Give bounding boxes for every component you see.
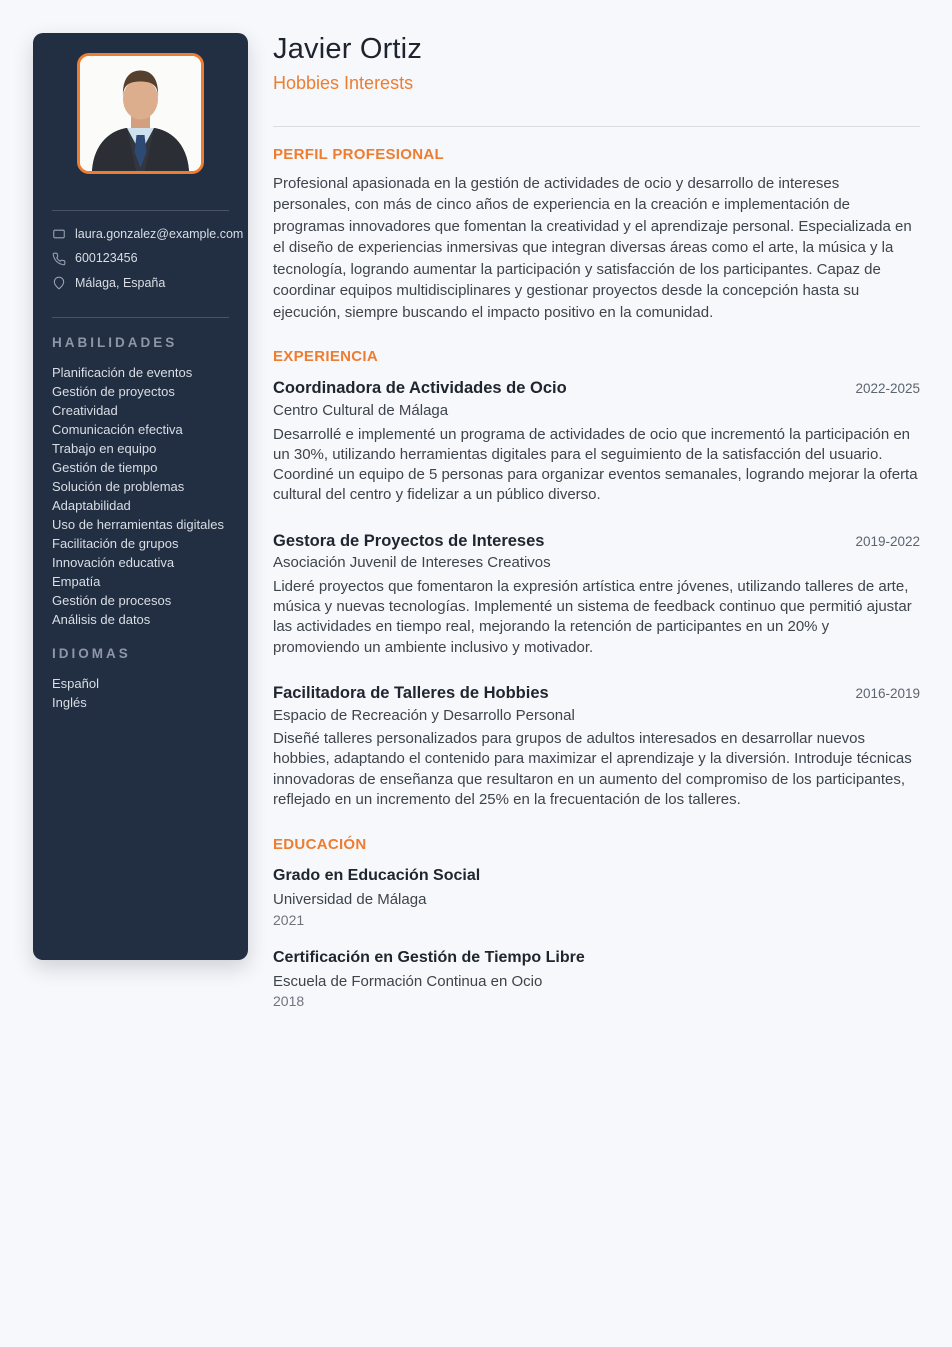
contact-email-row [52, 226, 244, 241]
contact-location-value: Málaga, España [75, 275, 166, 290]
job-description: Diseñé talleres personalizados para grupos de adultos interesados en desarrollar nuevos hobbies, adaptando el contenido para maximizar el aprendizaje y la diversión. Introduje técnicas innovadoras de enseñanza que resultaron en un aumento del compromiso de los participantes, reflejado en un incremento del 25% en la frecuentación de los talleres. [273, 730, 912, 809]
location-icon [52, 276, 66, 290]
skill-item: Solución de problemas [52, 479, 185, 494]
section-profile [273, 146, 920, 324]
section-education [273, 836, 920, 1010]
job-company: Centro Cultural de Málaga [273, 402, 449, 420]
skill-item: Planificación de eventos [52, 365, 193, 380]
language-item: Inglés [52, 695, 87, 710]
job-entry [273, 531, 920, 658]
job-dates: 2016-2019 [855, 686, 920, 702]
job-title: Gestora de Proyectos de Intereses [273, 531, 545, 550]
section-experience [273, 348, 920, 810]
job-dates: 2022-2025 [855, 381, 920, 397]
education-list [273, 866, 920, 1010]
skill-item: Uso de herramientas digitales [52, 517, 224, 532]
phone-icon [52, 252, 66, 266]
contact-location-row [52, 276, 229, 290]
job-dates: 2019-2022 [855, 533, 920, 549]
portrait-illustration [80, 56, 201, 171]
sidebar [33, 33, 248, 960]
education-degree: Grado en Educación Social [273, 867, 481, 885]
education-school: Universidad de Málaga [273, 891, 427, 909]
job-description: Desarrollé e implementé un programa de actividades de ocio que incrementó la participación en un 30%, utilizando herramientas digitales para el seguimiento de la satisfacción del usuario. Coordiné un equipo de 5 personas para organizar eventos semanales, logrando mejorar la oferta cultural del centro y fidelizar a un público diverso. [273, 425, 918, 504]
email-icon [52, 227, 66, 241]
languages-list [52, 674, 229, 712]
skill-item: Análisis de datos [52, 612, 151, 627]
job-entry [273, 683, 920, 810]
job-description: Lideré proyectos que fomentaron la expresión artística entre jóvenes, utilizando talleres de arte, música y nuevas tecnologías. Implementé un sistema de feedback continuo que permitió ajustar las actividades en tiempo real, mejorando la retención de participantes en un 20% y promoviendo un ambiente inclusivo y motivador. [273, 577, 912, 656]
jobs-list [273, 378, 920, 810]
skill-item: Gestión de tiempo [52, 460, 158, 475]
job-header [273, 378, 920, 399]
sidebar-divider-top [52, 210, 229, 211]
skills-list [52, 363, 229, 629]
skill-item: Facilitación de grupos [52, 536, 179, 551]
education-entry [273, 866, 920, 928]
language-item: Español [52, 676, 99, 691]
job-company: Asociación Juvenil de Intereses Creativos [273, 554, 551, 572]
job-title: Facilitadora de Talleres de Hobbies [273, 684, 549, 703]
contact-phone-value: 600123456 [75, 251, 138, 265]
education-year: 2021 [273, 911, 305, 928]
skill-item: Gestión de procesos [52, 593, 172, 608]
person-subtitle: Hobbies Interests [273, 73, 414, 94]
header-divider [273, 126, 920, 127]
education-section-title: EDUCACIÓN [273, 836, 367, 854]
main-content [273, 33, 920, 1010]
profile-section-title: PERFIL PROFESIONAL [273, 145, 444, 163]
skill-item: Trabajo en equipo [52, 441, 157, 456]
contact-list [52, 226, 244, 290]
job-company: Espacio de Recreación y Desarrollo Personal [273, 706, 575, 724]
experience-section-title: EXPERIENCIA [273, 348, 378, 366]
skill-item: Empatía [52, 574, 101, 589]
skill-item: Comunicación efectiva [52, 422, 183, 437]
job-header [273, 683, 920, 704]
contact-email-value: laura.gonzalez@example.com [75, 226, 244, 241]
skill-item: Innovación educativa [52, 555, 175, 570]
skill-item: Creatividad [52, 403, 118, 418]
education-school: Escuela de Formación Continua en Ocio [273, 972, 543, 990]
education-entry [273, 948, 920, 1010]
profile-text: Profesional apasionada en la gestión de actividades de ocio y desarrollo de intereses personales, con más de cinco años de experiencia en la creación e implementación de programas innovadores que fomentan la creatividad y el aprendizaje personal. Especializada en el diseño de experiencias inmersivas que integran diversas áreas como el arte, la música y la tecnología, logrando aumentar la participación y satisfacción de los participantes. Capaz de coordinar equipos multidisciplinares y gestionar proyectos desde la concepción hasta su ejecución, siempre buscando el impacto positivo en la comunidad. [273, 174, 912, 321]
sidebar-divider-bottom [52, 317, 229, 318]
person-name: Javier Ortiz [273, 33, 423, 65]
education-degree: Certificación en Gestión de Tiempo Libre [273, 948, 585, 966]
job-title: Coordinadora de Actividades de Ocio [273, 379, 567, 398]
skill-item: Adaptabilidad [52, 498, 131, 513]
profile-photo [77, 53, 204, 174]
skills-section-title: HABILIDADES [52, 335, 178, 350]
skill-item: Gestión de proyectos [52, 384, 175, 399]
education-year: 2018 [273, 993, 305, 1010]
job-header [273, 531, 920, 552]
job-entry [273, 378, 920, 505]
languages-section-title: IDIOMAS [52, 646, 131, 661]
contact-phone-row [52, 252, 229, 266]
